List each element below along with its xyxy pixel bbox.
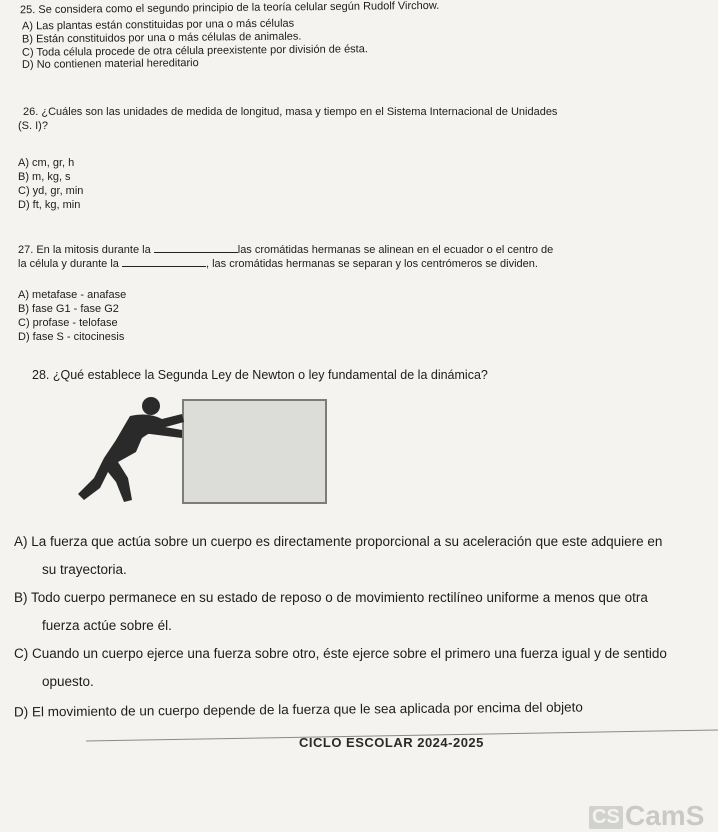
q25-option-d: D) No contienen material hereditario	[21, 57, 199, 71]
q25-option-b: B) Están constituidos por una o más células de animales.	[21, 30, 302, 46]
q27-option-c: C) profase - telofase	[18, 317, 118, 329]
person-pushing-box-illustration	[70, 392, 330, 507]
q25-option-a: A) Las plantas están constituidas por una o más células	[21, 17, 295, 33]
q28-option-c-line2: opuesto.	[42, 674, 94, 689]
q26-option-a: A) cm, gr, h	[18, 157, 75, 169]
q26-option-b: B) m, kg, s	[18, 171, 71, 183]
q28-stem: 28. ¿Qué establece la Segunda Ley de Newton o ley fundamental de la dinámica?	[32, 368, 488, 382]
pushed-box	[183, 400, 326, 503]
q27-stem-part2: las cromátidas hermanas se alinean en el ecuador o el centro de	[237, 244, 554, 256]
pushing-figure	[78, 397, 184, 502]
q28-option-c-line1: C) Cuando un cuerpo ejerce una fuerza sobre otro, éste ejerce sobre el primero una fuerza igual y de sentido	[14, 646, 667, 661]
q27-option-d: D) fase S - citocinesis	[18, 331, 125, 343]
q27-option-b: B) fase G1 - fase G2	[18, 303, 119, 315]
q28-option-b-line1: B) Todo cuerpo permanece en su estado de reposo o de movimiento rectilíneo uniforme a menos que otra	[14, 590, 648, 605]
q28-option-b-line2: fuerza actúe sobre él.	[42, 618, 172, 633]
camscanner-watermark: CamS	[625, 800, 705, 831]
q25-stem: 25. Se considera como el segundo principio de la teoría celular según Rudolf Virchow.	[19, 0, 440, 17]
q26-option-d: D) ft, kg, min	[18, 199, 81, 211]
q26-stem-line1: 26. ¿Cuáles son las unidades de medida de longitud, masa y tiempo en el Sistema Internacional de Unidades	[23, 106, 558, 118]
q27-blank-1	[154, 242, 238, 253]
q26-option-c: C) yd, gr, min	[18, 185, 84, 197]
q25-option-c: C) Toda célula procede de otra célula preexistente por división de ésta.	[21, 43, 368, 59]
q28-option-a-line1: A) La fuerza que actúa sobre un cuerpo es directamente proporcional a su aceleración que este adquiere en	[14, 534, 663, 549]
q28-option-a-line2: su trayectoria.	[42, 562, 127, 577]
camscanner-badge: CS	[589, 806, 623, 829]
q27-stem-part4: , las cromátidas hermanas se separan y los centrómeros se dividen.	[205, 258, 538, 270]
q27-blank-2	[122, 256, 206, 267]
q27-stem-part3: la célula y durante la	[18, 258, 119, 270]
q28-option-d-line1: D) El movimiento de un cuerpo depende de la fuerza que le sea aplicada por encima del objeto	[13, 699, 583, 720]
q27-stem-line2	[18, 256, 538, 270]
school-cycle-footer: CICLO ESCOLAR 2024-2025	[299, 735, 484, 750]
q26-stem-line2: (S. I)?	[18, 120, 48, 132]
q27-stem-part1: 27. En la mitosis durante la	[18, 244, 151, 256]
q27-option-a: A) metafase - anafase	[18, 289, 127, 301]
q27-stem-line1	[18, 242, 553, 256]
